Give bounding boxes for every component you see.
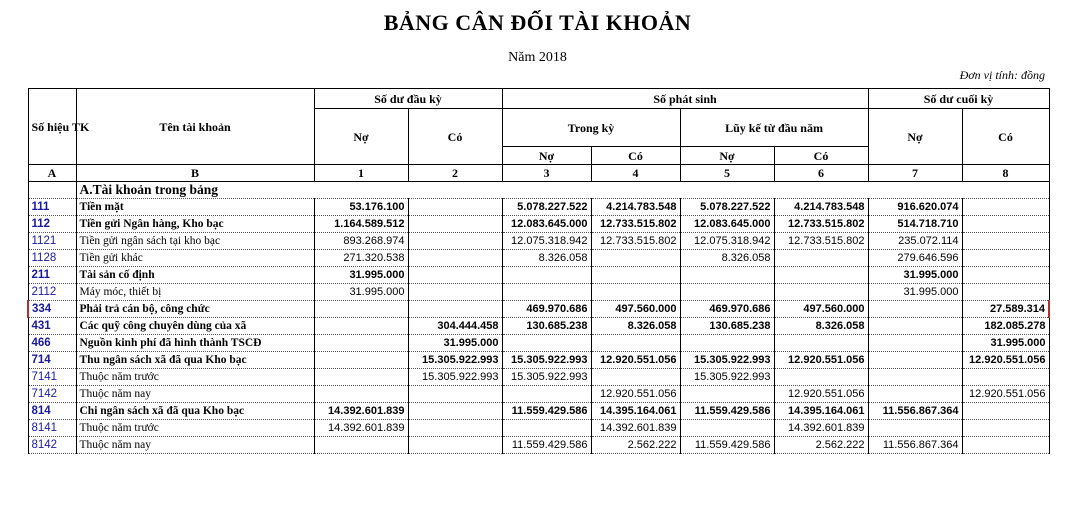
header-arising: Số phát sinh — [502, 89, 868, 109]
amount-cell — [962, 420, 1049, 437]
amount-cell: 469.970.686 — [502, 301, 591, 318]
amount-cell: 130.685.238 — [502, 318, 591, 335]
account-name: Thuộc năm nay — [76, 386, 314, 403]
header-opening-credit: Có — [408, 109, 502, 165]
amount-cell: 12.920.551.056 — [962, 386, 1049, 403]
amount-cell — [408, 250, 502, 267]
amount-cell: 12.920.551.056 — [591, 352, 680, 369]
amount-cell — [314, 301, 408, 318]
account-code: 8141 — [28, 420, 76, 437]
amount-cell: 14.392.601.839 — [591, 420, 680, 437]
amount-cell: 31.995.000 — [314, 284, 408, 301]
amount-cell — [408, 437, 502, 454]
amount-cell: 304.444.458 — [408, 318, 502, 335]
column-letter: 8 — [962, 165, 1049, 182]
amount-cell: 279.646.596 — [868, 250, 962, 267]
amount-cell: 12.733.515.802 — [591, 233, 680, 250]
amount-cell — [962, 437, 1049, 454]
amount-cell — [774, 267, 868, 284]
amount-cell — [314, 335, 408, 352]
column-letter: 6 — [774, 165, 868, 182]
amount-cell: 11.559.429.586 — [680, 403, 774, 420]
amount-cell: 12.733.515.802 — [591, 216, 680, 233]
amount-cell — [314, 352, 408, 369]
column-letter: A — [28, 165, 76, 182]
account-row — [28, 233, 1049, 250]
amount-cell: 31.995.000 — [314, 267, 408, 284]
amount-cell: 4.214.783.548 — [774, 199, 868, 216]
amount-cell — [502, 335, 591, 352]
account-row — [28, 369, 1049, 386]
amount-cell — [502, 284, 591, 301]
amount-cell — [680, 386, 774, 403]
amount-cell — [408, 284, 502, 301]
amount-cell — [408, 216, 502, 233]
account-row — [28, 267, 1049, 284]
header-cumulative-debit: Nợ — [680, 147, 774, 165]
amount-cell: 12.075.318.942 — [680, 233, 774, 250]
amount-cell: 11.559.429.586 — [502, 403, 591, 420]
account-name: Tiền gửi khác — [76, 250, 314, 267]
amount-cell: 15.305.922.993 — [502, 352, 591, 369]
amount-cell — [868, 386, 962, 403]
amount-cell: 5.078.227.522 — [502, 199, 591, 216]
account-code: 211 — [28, 267, 76, 284]
account-code: 7141 — [28, 369, 76, 386]
amount-cell — [314, 369, 408, 386]
amount-cell: 11.559.429.586 — [680, 437, 774, 454]
amount-cell: 497.560.000 — [591, 301, 680, 318]
account-code: 814 — [28, 403, 76, 420]
account-row — [28, 403, 1049, 420]
amount-cell — [868, 301, 962, 318]
amount-cell — [868, 352, 962, 369]
amount-cell — [591, 335, 680, 352]
amount-cell: 12.733.515.802 — [774, 233, 868, 250]
account-name: Thuộc năm nay — [76, 437, 314, 454]
amount-cell — [774, 369, 868, 386]
account-code: 1121 — [28, 233, 76, 250]
amount-cell — [680, 420, 774, 437]
amount-cell: 514.718.710 — [868, 216, 962, 233]
amount-cell: 2.562.222 — [774, 437, 868, 454]
amount-cell: 4.214.783.548 — [591, 199, 680, 216]
amount-cell — [408, 199, 502, 216]
amount-cell — [502, 386, 591, 403]
amount-cell: 8.326.058 — [502, 250, 591, 267]
amount-cell — [314, 386, 408, 403]
account-row — [28, 352, 1049, 369]
amount-cell: 1.164.589.512 — [314, 216, 408, 233]
amount-cell — [408, 267, 502, 284]
amount-cell: 14.392.601.839 — [314, 420, 408, 437]
amount-cell: 15.305.922.993 — [502, 369, 591, 386]
amount-cell: 12.920.551.056 — [591, 386, 680, 403]
amount-cell — [408, 386, 502, 403]
account-name: Máy móc, thiết bị — [76, 284, 314, 301]
amount-cell: 8.326.058 — [591, 318, 680, 335]
amount-cell — [502, 267, 591, 284]
amount-cell: 893.268.974 — [314, 233, 408, 250]
amount-cell — [962, 403, 1049, 420]
column-letter: 5 — [680, 165, 774, 182]
amount-cell — [962, 284, 1049, 301]
amount-cell — [868, 369, 962, 386]
amount-cell — [868, 335, 962, 352]
account-code: 111 — [28, 199, 76, 216]
amount-cell: 2.562.222 — [591, 437, 680, 454]
amount-cell — [680, 335, 774, 352]
header-closing-debit: Nợ — [868, 109, 962, 165]
account-row — [28, 335, 1049, 352]
amount-cell — [591, 250, 680, 267]
account-code: 2112 — [28, 284, 76, 301]
header-closing-credit: Có — [962, 109, 1049, 165]
amount-cell: 271.320.538 — [314, 250, 408, 267]
amount-cell: 916.620.074 — [868, 199, 962, 216]
amount-cell — [408, 403, 502, 420]
amount-cell: 8.326.058 — [680, 250, 774, 267]
header-cumulative-credit: Có — [774, 147, 868, 165]
amount-cell: 12.920.551.056 — [774, 386, 868, 403]
amount-cell — [408, 420, 502, 437]
amount-cell — [962, 233, 1049, 250]
amount-cell: 14.392.601.839 — [314, 403, 408, 420]
amount-cell: 8.326.058 — [774, 318, 868, 335]
amount-cell: 31.995.000 — [868, 267, 962, 284]
account-code: 334 — [28, 301, 76, 318]
amount-cell: 469.970.686 — [680, 301, 774, 318]
amount-cell: 182.085.278 — [962, 318, 1049, 335]
amount-cell: 15.305.922.993 — [680, 352, 774, 369]
amount-cell: 14.395.164.061 — [591, 403, 680, 420]
amount-cell: 53.176.100 — [314, 199, 408, 216]
amount-cell — [502, 420, 591, 437]
balance-table — [27, 88, 1050, 454]
account-code: 714 — [28, 352, 76, 369]
amount-cell: 12.920.551.056 — [962, 352, 1049, 369]
column-letter: 7 — [868, 165, 962, 182]
account-name: Phải trả cán bộ, công chức — [76, 301, 314, 318]
header-code: Số hiệu TK — [28, 89, 76, 165]
amount-cell: 15.305.922.993 — [408, 352, 502, 369]
account-code: 7142 — [28, 386, 76, 403]
account-row — [28, 284, 1049, 301]
amount-cell: 15.305.922.993 — [408, 369, 502, 386]
amount-cell — [868, 420, 962, 437]
header-opening: Số dư đầu kỳ — [314, 89, 502, 109]
header-name: Tên tài khoản — [76, 89, 314, 165]
account-name: Thuộc năm trước — [76, 420, 314, 437]
column-letter: 4 — [591, 165, 680, 182]
account-code: 1128 — [28, 250, 76, 267]
column-letter-row — [28, 165, 1049, 182]
amount-cell — [962, 216, 1049, 233]
amount-cell — [774, 335, 868, 352]
column-letter: 3 — [502, 165, 591, 182]
amount-cell: 130.685.238 — [680, 318, 774, 335]
account-name: Chi ngân sách xã đã qua Kho bạc — [76, 403, 314, 420]
account-name: Tiền gửi Ngân hàng, Kho bạc — [76, 216, 314, 233]
account-code: 112 — [28, 216, 76, 233]
amount-cell: 14.392.601.839 — [774, 420, 868, 437]
amount-cell — [774, 284, 868, 301]
column-letter: B — [76, 165, 314, 182]
amount-cell: 12.733.515.802 — [774, 216, 868, 233]
section-row — [28, 182, 1049, 199]
amount-cell: 31.995.000 — [962, 335, 1049, 352]
amount-cell: 31.995.000 — [408, 335, 502, 352]
amount-cell: 14.395.164.061 — [774, 403, 868, 420]
amount-cell: 11.556.867.364 — [868, 437, 962, 454]
account-code: 431 — [28, 318, 76, 335]
amount-cell — [680, 267, 774, 284]
account-name: Các quỹ công chuyên dùng của xã — [76, 318, 314, 335]
amount-cell: 12.920.551.056 — [774, 352, 868, 369]
amount-cell: 12.083.645.000 — [680, 216, 774, 233]
amount-cell — [408, 301, 502, 318]
amount-cell — [408, 233, 502, 250]
account-row — [28, 420, 1049, 437]
account-code: 8142 — [28, 437, 76, 454]
account-code: 466 — [28, 335, 76, 352]
amount-cell: 11.559.429.586 — [502, 437, 591, 454]
amount-cell — [962, 199, 1049, 216]
column-letter: 2 — [408, 165, 502, 182]
amount-cell: 12.083.645.000 — [502, 216, 591, 233]
amount-cell — [962, 267, 1049, 284]
account-name: Thuộc năm trước — [76, 369, 314, 386]
amount-cell: 27.589.314 — [962, 301, 1049, 318]
header-period-credit: Có — [591, 147, 680, 165]
account-name: Nguồn kinh phí đã hình thành TSCĐ — [76, 335, 314, 352]
amount-cell: 11.556.867.364 — [868, 403, 962, 420]
document-title: BẢNG CÂN ĐỐI TÀI KHOẢN — [383, 10, 692, 35]
header-opening-debit: Nợ — [314, 109, 408, 165]
account-name: Thu ngân sách xã đã qua Kho bạc — [76, 352, 314, 369]
header-in-period: Trong kỳ — [502, 109, 680, 147]
amount-cell — [314, 318, 408, 335]
amount-cell — [680, 284, 774, 301]
amount-cell — [868, 318, 962, 335]
header-cumulative: Lũy kế từ đầu năm — [680, 109, 868, 147]
section-title: A.Tài khoản trong bảng — [76, 182, 1049, 199]
amount-cell — [591, 369, 680, 386]
amount-cell — [591, 284, 680, 301]
document-subtitle: Năm 2018 — [508, 50, 567, 65]
amount-cell — [314, 437, 408, 454]
column-letter: 1 — [314, 165, 408, 182]
account-name: Tài sản cố định — [76, 267, 314, 284]
amount-cell — [591, 267, 680, 284]
account-name: Tiền mặt — [76, 199, 314, 216]
header-closing: Số dư cuối kỳ — [868, 89, 1049, 109]
account-row — [28, 318, 1049, 335]
amount-cell: 31.995.000 — [868, 284, 962, 301]
amount-cell: 15.305.922.993 — [680, 369, 774, 386]
unit-note: Đơn vị tính: đồng — [959, 68, 1045, 82]
amount-cell: 5.078.227.522 — [680, 199, 774, 216]
account-row — [28, 301, 1049, 318]
account-row — [28, 199, 1049, 216]
amount-cell — [962, 250, 1049, 267]
amount-cell: 12.075.318.942 — [502, 233, 591, 250]
account-row — [28, 250, 1049, 267]
amount-cell: 497.560.000 — [774, 301, 868, 318]
account-row — [28, 437, 1049, 454]
account-row — [28, 216, 1049, 233]
account-row — [28, 386, 1049, 403]
amount-cell: 235.072.114 — [868, 233, 962, 250]
amount-cell — [774, 250, 868, 267]
account-name: Tiền gửi ngân sách tại kho bạc — [76, 233, 314, 250]
amount-cell — [962, 369, 1049, 386]
header-period-debit: Nợ — [502, 147, 591, 165]
